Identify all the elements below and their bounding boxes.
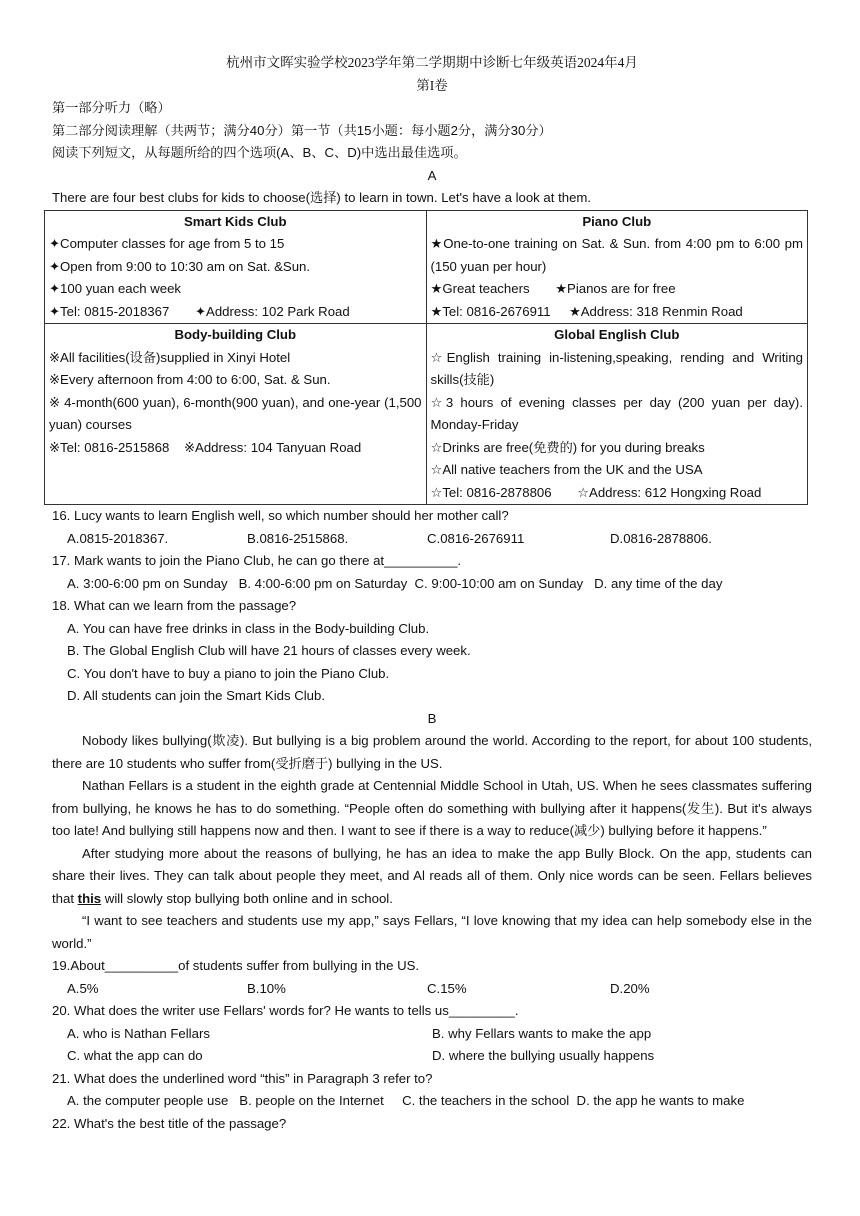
club-contact: [49, 301, 422, 324]
paragraph-text: After studying more about the reasons of bullying, he has an idea to make the app Bully Block. On the app, students can share their lives. They can talk about people they meet, and Al reads all of them. Only nice words can be seen. Fellars believes that: [52, 845, 812, 906]
exam-page: [49, 52, 812, 1135]
club-address: ★Address: 318 Renmin Road: [568, 303, 743, 319]
club-tel: ✦Tel: 0815-2018367: [49, 303, 170, 319]
clubs-row-top: [45, 210, 808, 324]
option-d[interactable]: D. where the bullying usually happens: [432, 1048, 655, 1063]
club-line: ☆All native teachers from the UK and the USA: [430, 462, 703, 477]
question-options: [52, 1045, 812, 1068]
club-line: ☆Drinks are free(免费的) for you during breaks: [430, 439, 705, 455]
part1-heading: 第一部分听力（略）: [52, 100, 171, 115]
passage-b-paragraph: Nathan Fellars is a student in the eighth grade at Centennial Middle School in Utah, US. When he sees classmates suffering from bullying, he knows he has to do something. “People often do something with bullying after it happens(发生). But it's always too late! And bullying still happens now and then. I want to see if there is a way to reduce(减少) bullying before it happens.”: [52, 778, 812, 838]
club-extras: [431, 278, 804, 301]
option-c[interactable]: C. what the app can do: [67, 1048, 203, 1063]
club-line: ☆English training in-listening,speaking, rending and Writing skills(技能): [430, 349, 803, 387]
option-b[interactable]: B. people on the Internet: [239, 1093, 384, 1108]
option-b[interactable]: B. The Global English Club will have 21 hours of classes every week.: [67, 643, 471, 658]
club-tel: ※Tel: 0816-2515868: [49, 439, 170, 455]
option-a[interactable]: A. 3:00-6:00 pm on Sunday: [67, 575, 228, 591]
option-b[interactable]: B.0816-2515868.: [247, 530, 349, 546]
option-c[interactable]: C.15%: [427, 980, 467, 996]
club-contact: [49, 437, 422, 460]
question-options: [52, 528, 812, 551]
option-c[interactable]: C.0816-2676911: [427, 530, 525, 546]
club-name: Global English Club: [554, 327, 680, 342]
paragraph-text: will slowly stop bullying both online and in school.: [101, 890, 393, 906]
question-19: [52, 955, 812, 1000]
club-line: ※All facilities(设备)supplied in Xinyi Hotel: [49, 349, 291, 365]
option-c[interactable]: C. the teachers in the school: [402, 1093, 570, 1108]
body-building-club-cell: [45, 324, 427, 505]
club-tel: ★Tel: 0816-2676911: [430, 303, 551, 319]
question-22: [52, 1113, 812, 1136]
question-21: [52, 1068, 812, 1113]
club-line: ☆3 hours of evening classes per day (200 yuan per day). Monday-Friday: [430, 394, 803, 432]
passage-a-lead: There are four best clubs for kids to choose(选择) to learn in town. Let's have a look at them.: [52, 190, 592, 205]
part2-heading: 第二部分阅读理解（共两节；满分40分）第一节（共15小题：每小题2分，满分30分）: [52, 122, 552, 138]
underlined-word: this: [77, 890, 102, 906]
club-extra: ★Pianos are for free: [555, 281, 676, 296]
question-stem: 19.About__________of students suffer from bullying in the US.: [52, 958, 420, 973]
volume-label: 第I卷: [416, 77, 448, 93]
option-a[interactable]: A. the computer people use: [67, 1093, 229, 1108]
club-line: ✦Open from 9:00 to 10:30 am on Sat. &Sun.: [49, 258, 311, 274]
club-address: ✦Address: 102 Park Road: [194, 303, 350, 319]
option-d[interactable]: D. the app he wants to make: [576, 1093, 745, 1108]
club-line: ✦100 yuan each week: [49, 281, 182, 296]
option-b[interactable]: B. why Fellars wants to make the app: [432, 1025, 652, 1041]
option-d[interactable]: D. All students can join the Smart Kids Club.: [67, 688, 326, 703]
club-line: ※Every afternoon from 4:00 to 6:00, Sat. & Sun.: [49, 372, 331, 387]
question-18: [52, 595, 812, 708]
passage-b-paragraph: “I want to see teachers and students use my app,” says Fellars, “I love knowing that my idea can help somebody else in the world.”: [52, 913, 812, 951]
club-name: Piano Club: [582, 213, 652, 229]
club-line: ※ 4-month(600 yuan), 6-month(900 yuan), and one-year (1,500 yuan) courses: [49, 394, 422, 432]
question-stem: 16. Lucy wants to learn English well, so which number should her mother call?: [52, 508, 509, 523]
club-address: ※Address: 104 Tanyuan Road: [183, 439, 362, 455]
question-options: [52, 978, 812, 1001]
option-d[interactable]: D.20%: [610, 980, 650, 996]
passage-b-paragraph: Nobody likes bullying(欺凌). But bullying is a big problem around the world. According to the report, for about 100 students, there are 10 students who suffer from(受折磨于) bullying in the US.: [52, 733, 812, 771]
clubs-row-bottom: [45, 324, 808, 505]
question-17: [52, 550, 812, 595]
passage-a-label: A: [427, 167, 437, 183]
option-a[interactable]: A. who is Nathan Fellars: [67, 1025, 210, 1041]
instruction: 阅读下列短文，从每题所给的四个选项(A、B、C、D)中选出最佳选项。: [52, 145, 467, 160]
question-options: [52, 1023, 812, 1046]
option-c[interactable]: C. 9:00-10:00 am on Sunday: [414, 575, 584, 591]
question-16: [52, 505, 812, 550]
global-english-club-cell: [426, 324, 808, 505]
option-b[interactable]: B. 4:00-6:00 pm on Saturday: [238, 575, 408, 591]
club-name: Smart Kids Club: [183, 213, 287, 229]
club-line: ✦Computer classes for age from 5 to 15: [49, 236, 285, 251]
clubs-table: [44, 210, 808, 506]
club-contact: [431, 482, 804, 505]
club-contact: [431, 301, 804, 324]
question-options: [52, 1090, 812, 1113]
question-stem: 21. What does the underlined word “this” in Paragraph 3 refer to?: [52, 1070, 433, 1086]
club-tel: ☆Tel: 0816-2878806: [430, 484, 552, 500]
option-a[interactable]: A.5%: [67, 980, 99, 996]
question-stem: 20. What does the writer use Fellars' words for? He wants to tells us_________.: [52, 1003, 519, 1018]
question-20: [52, 1000, 812, 1068]
smart-kids-club-cell: [45, 210, 427, 324]
question-options: [52, 573, 812, 596]
club-name: Body-building Club: [174, 327, 297, 342]
question-stem: 22. What's the best title of the passage?: [52, 1115, 287, 1131]
option-a[interactable]: A. You can have free drinks in class in the Body-building Club.: [67, 620, 430, 636]
question-stem: 18. What can we learn from the passage?: [52, 598, 297, 613]
question-stem: 17. Mark wants to join the Piano Club, he can go there at__________.: [52, 553, 462, 568]
piano-club-cell: [426, 210, 808, 324]
club-extra: ★Great teachers: [430, 281, 530, 296]
club-address: ☆Address: 612 Hongxing Road: [577, 484, 762, 500]
exam-title: 杭州市文晖实验学校2023学年第二学期期中诊断七年级英语2024年4月: [226, 55, 638, 70]
option-c[interactable]: C. You don't have to buy a piano to join the Piano Club.: [67, 665, 390, 681]
passage-b-paragraph: [52, 843, 812, 911]
option-d[interactable]: D.0816-2878806.: [610, 530, 712, 546]
club-line: ★One-to-one training on Sat. & Sun. from 4:00 pm to 6:00 pm (150 yuan per hour): [430, 236, 803, 274]
option-b[interactable]: B.10%: [247, 980, 286, 996]
passage-b-label: B: [427, 710, 437, 726]
option-a[interactable]: A.0815-2018367.: [67, 530, 169, 546]
option-d[interactable]: D. any time of the day: [594, 575, 723, 591]
